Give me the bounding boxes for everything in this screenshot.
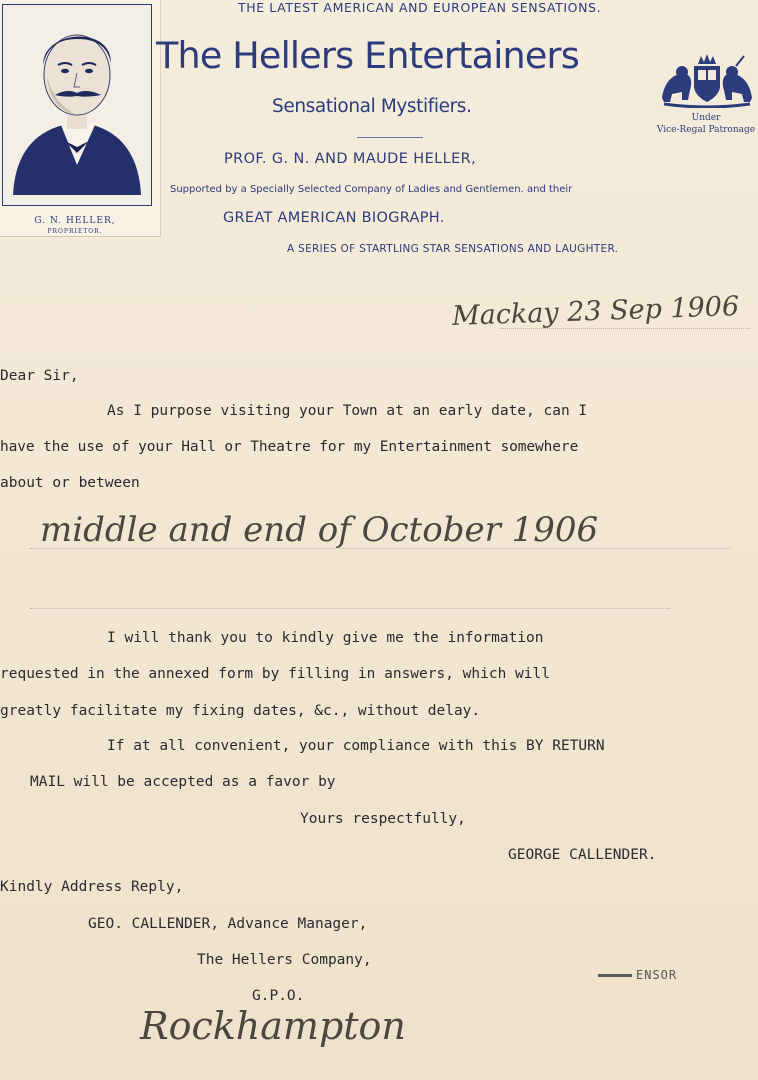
letterhead-divider: [357, 137, 423, 138]
paragraph-2-line-1: I will thank you to kindly give me the information: [107, 630, 544, 646]
ensor-stamp: [598, 968, 677, 982]
portrait-caption: [0, 208, 150, 235]
portrait-caption-role: PROPRIETOR.: [47, 228, 103, 235]
portrait-caption-name: G. N. HELLER,: [34, 216, 116, 226]
dates-dotted-line: [30, 548, 730, 549]
closing: Yours respectfully,: [300, 811, 466, 827]
handwritten-town: Rockhampton: [140, 1004, 406, 1048]
reply-line-1: GEO. CALLENDER, Advance Manager,: [88, 916, 368, 932]
crest-line-1: Under: [691, 113, 721, 123]
letterhead-support-line: Supported by a Specially Selected Company of Ladies and Gentlemen. and their: [170, 184, 573, 195]
paragraph-2-line-2: requested in the annexed form by filling in answers, which will: [0, 666, 550, 682]
reply-line-3: G.P.O.: [252, 988, 305, 1004]
paragraph-3-line-2: MAIL will be accepted as a favor by: [30, 774, 336, 790]
paragraph-2-line-3: greatly facilitate my fixing dates, &c., without delay.: [0, 703, 481, 719]
dates-dotted-line-2: [30, 608, 670, 609]
handwritten-date: Mackay 23 Sep 1906: [451, 290, 740, 333]
portrait-frame: [2, 4, 152, 206]
portrait-engraving: [3, 5, 151, 205]
crest-line-2: Vice-Regal Patronage: [656, 125, 756, 135]
stamp-scribble: [598, 974, 632, 977]
letterhead-title: The Hellers Entertainers: [156, 34, 579, 77]
letterhead-biograph: GREAT AMERICAN BIOGRAPH.: [223, 210, 445, 226]
reply-line-2: The Hellers Company,: [197, 952, 372, 968]
salutation: Dear Sir,: [0, 368, 79, 384]
crest-caption: [654, 112, 758, 136]
paragraph-1-line-1: As I purpose visiting your Town at an early date, can I: [107, 403, 588, 419]
letterhead-series-line: A SERIES OF STARTLING STAR SENSATIONS AND LAUGHTER.: [287, 243, 619, 255]
letterhead-tagline: THE LATEST AMERICAN AND EUROPEAN SENSATIONS.: [238, 0, 602, 15]
portrait-card: [0, 0, 161, 237]
signature: GEORGE CALLENDER.: [508, 847, 657, 863]
date-dotted-line: [500, 328, 750, 329]
paragraph-1-line-3: about or between: [0, 475, 140, 491]
stamp-text: ENSOR: [636, 968, 678, 982]
royal-crest-icon: [656, 52, 758, 108]
paragraph-1-line-2: have the use of your Hall or Theatre for my Entertainment somewhere: [0, 439, 579, 455]
handwritten-dates: middle and end of October 1906: [40, 510, 599, 550]
paragraph-3-line-1: If at all convenient, your compliance with this BY RETURN: [107, 738, 605, 754]
reply-label: Kindly Address Reply,: [0, 879, 184, 895]
letterhead-proprietors: PROF. G. N. AND MAUDE HELLER,: [224, 151, 477, 167]
letterhead-subtitle: Sensational Mystifiers.: [272, 96, 472, 117]
